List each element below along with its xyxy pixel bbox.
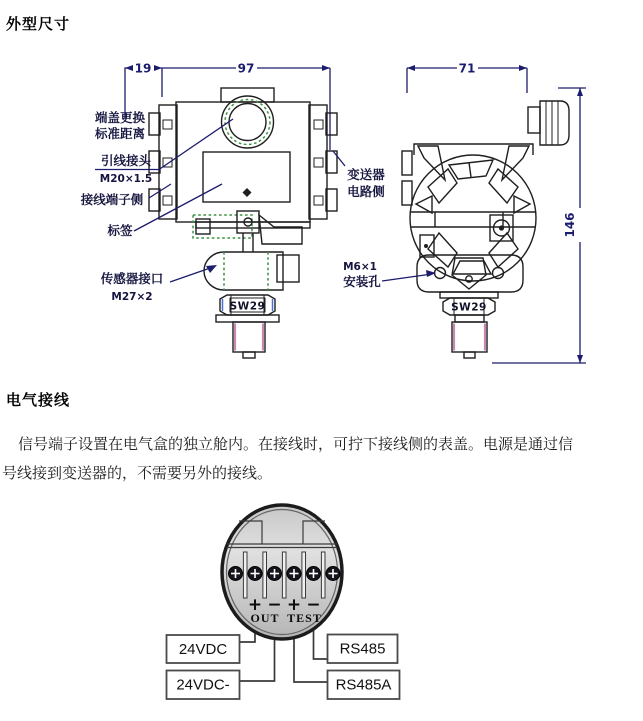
screw-1: [229, 567, 243, 581]
out-label: OUT: [250, 611, 280, 625]
lead-connector-thread: M20×1.5: [99, 173, 153, 185]
screw-3: [268, 567, 282, 581]
box-rs485a: [328, 671, 400, 700]
wiring-paragraph-line2: 号线接到变送器的，不需要另外的接线。: [2, 464, 273, 482]
sensor-connection: [204, 252, 299, 290]
circuit-side-label-line1: 变送器: [347, 167, 385, 182]
sensor-port-label: 传感器接口: [100, 271, 164, 286]
lead-connector-label: 引线接头: [100, 153, 152, 168]
terminal-side-label: 接线端子侧: [80, 192, 144, 207]
end-cap-label-line1: 端盖更换: [94, 110, 146, 125]
screw-2: [248, 567, 262, 581]
polarity-minus-out: −: [267, 595, 282, 615]
box-rs485a-label: RS485A: [335, 676, 392, 694]
box-rs485-label: RS485: [339, 640, 386, 658]
screw-6: [326, 567, 340, 581]
hex-nut-front: [220, 295, 275, 315]
box-24vdc-neg-label: 24VDC-: [176, 676, 230, 694]
tag-label: 标签: [107, 223, 133, 238]
end-cap-label-line2: 标准距离: [94, 126, 146, 141]
wiring-section-heading: 电气接线: [6, 391, 71, 409]
screw-5: [307, 567, 321, 581]
process-plug-front: [233, 322, 265, 358]
side-view-transmitter-body: [402, 101, 569, 358]
dim-71: 71: [458, 61, 476, 76]
mount-hole-thread: M6×1: [343, 261, 377, 273]
polarity-minus-test: −: [306, 595, 321, 615]
polarity-plus-test: +: [286, 595, 302, 615]
test-label: TEST: [287, 611, 322, 625]
dim-146: 146: [563, 212, 577, 238]
sensor-port-thread: M27×2: [111, 291, 153, 303]
box-24vdc-neg: [167, 671, 240, 700]
terminal-block-face: [222, 505, 342, 639]
circuit-side-label-line2: 电路侧: [347, 184, 385, 199]
hex-nut-side: [440, 292, 498, 315]
dim-19: 19: [134, 61, 152, 76]
dim-97: 97: [237, 61, 255, 76]
center-mark-diamond: [243, 188, 252, 197]
process-plug-side: [452, 322, 487, 358]
outline-section-heading: 外型尺寸: [6, 15, 71, 33]
front-view-labels: [80, 110, 233, 303]
outline-dimension-drawing: [0, 55, 643, 387]
box-rs485: [328, 635, 398, 664]
mount-hole-right: [493, 268, 504, 279]
wiring-paragraph-line1: 信号端子设置在电气盒的独立舱内。在接线时，可拧下接线侧的表盖。电源是通过信: [18, 435, 574, 453]
box-24vdc-label: 24VDC: [178, 641, 228, 658]
wrench-size-side: SW29: [451, 301, 487, 314]
connection-boxes: [167, 635, 400, 700]
mount-hole-left: [435, 268, 446, 279]
mount-hole-label: 安装孔: [343, 274, 381, 289]
side-view-labels: [333, 151, 436, 289]
wiring-paragraph: [2, 430, 642, 488]
cable-gland: [528, 101, 569, 145]
polarity-plus-out: +: [247, 595, 263, 615]
screw-4: [287, 567, 301, 581]
wrench-size-front: SW29: [229, 300, 266, 313]
box-24vdc: [167, 635, 240, 663]
front-view-transmitter-body: [149, 88, 337, 358]
terminal-block-diagram: [0, 495, 643, 721]
